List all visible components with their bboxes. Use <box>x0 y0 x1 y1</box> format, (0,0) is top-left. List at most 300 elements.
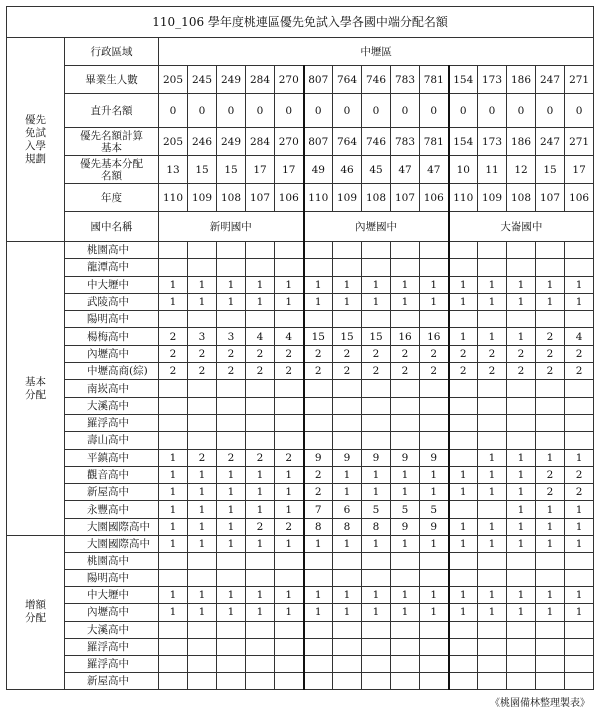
value-cell <box>333 570 362 587</box>
priority-row <box>7 128 594 156</box>
value-cell <box>275 259 304 276</box>
value-cell <box>159 570 188 587</box>
section-priority <box>7 38 65 242</box>
value-cell: 1 <box>188 518 217 535</box>
value-cell <box>159 242 188 259</box>
value-cell <box>362 414 391 431</box>
value-cell: 0 <box>246 94 275 128</box>
value-cell: 1 <box>217 276 246 293</box>
value-cell <box>478 621 507 638</box>
priority-row <box>7 156 594 184</box>
value-cell <box>536 570 565 587</box>
value-cell: 1 <box>217 466 246 483</box>
value-cell <box>507 655 536 672</box>
value-cell: 7 <box>304 501 333 518</box>
value-cell: 1 <box>449 484 478 501</box>
value-cell <box>507 570 536 587</box>
value-cell: 1 <box>565 604 594 621</box>
document <box>6 6 593 690</box>
value-cell <box>507 621 536 638</box>
value-cell: 1 <box>507 276 536 293</box>
table-row <box>7 501 594 518</box>
value-cell <box>275 380 304 397</box>
value-cell <box>333 621 362 638</box>
value-cell: 2 <box>420 345 449 362</box>
row-label: 直升名額 <box>65 94 159 128</box>
value-cell: 1 <box>391 466 420 483</box>
value-cell: 1 <box>536 604 565 621</box>
value-cell: 1 <box>362 604 391 621</box>
value-cell <box>275 414 304 431</box>
value-cell <box>420 311 449 328</box>
value-cell: 17 <box>246 156 275 184</box>
value-cell: 746 <box>362 66 391 94</box>
value-cell: 1 <box>507 293 536 310</box>
value-cell: 781 <box>420 128 449 156</box>
table-row <box>7 655 594 672</box>
value-cell <box>159 621 188 638</box>
value-cell <box>246 259 275 276</box>
school-cell: 桃園高中 <box>65 242 159 259</box>
value-cell: 1 <box>333 587 362 604</box>
value-cell <box>420 432 449 449</box>
value-cell <box>507 397 536 414</box>
value-cell <box>217 672 246 689</box>
value-cell <box>391 242 420 259</box>
value-cell: 2 <box>188 363 217 380</box>
value-cell: 1 <box>246 536 275 553</box>
value-cell <box>188 242 217 259</box>
value-cell <box>188 638 217 655</box>
value-cell <box>565 397 594 414</box>
value-cell: 1 <box>391 604 420 621</box>
value-cell <box>159 311 188 328</box>
value-cell <box>536 621 565 638</box>
value-cell <box>159 432 188 449</box>
value-cell <box>188 259 217 276</box>
value-cell <box>217 242 246 259</box>
value-cell <box>478 311 507 328</box>
value-cell: 1 <box>217 518 246 535</box>
value-cell: 1 <box>420 536 449 553</box>
value-cell: 764 <box>333 66 362 94</box>
value-cell: 1 <box>188 536 217 553</box>
table-row <box>7 672 594 689</box>
value-cell: 1 <box>159 604 188 621</box>
value-cell <box>478 672 507 689</box>
value-cell: 1 <box>159 501 188 518</box>
value-cell <box>217 311 246 328</box>
value-cell: 1 <box>536 501 565 518</box>
school-cell: 武陵高中 <box>65 293 159 310</box>
value-cell <box>449 414 478 431</box>
value-cell <box>449 242 478 259</box>
table-row <box>7 587 594 604</box>
value-cell: 1 <box>449 466 478 483</box>
value-cell: 5 <box>420 501 449 518</box>
value-cell <box>304 621 333 638</box>
section-priority-label: 優先免試入學規劃 <box>25 113 46 165</box>
value-cell <box>159 380 188 397</box>
value-cell <box>420 380 449 397</box>
value-cell: 107 <box>391 184 420 212</box>
value-cell: 1 <box>536 518 565 535</box>
value-cell <box>391 397 420 414</box>
value-cell: 2 <box>536 466 565 483</box>
value-cell: 4 <box>275 328 304 345</box>
value-cell <box>565 621 594 638</box>
value-cell <box>420 259 449 276</box>
value-cell: 1 <box>536 587 565 604</box>
value-cell: 0 <box>449 94 478 128</box>
priority-row <box>7 94 594 128</box>
value-cell: 2 <box>536 363 565 380</box>
value-cell <box>217 414 246 431</box>
value-cell: 2 <box>246 518 275 535</box>
school-cell: 大溪高中 <box>65 621 159 638</box>
value-cell <box>188 655 217 672</box>
value-cell: 2 <box>159 328 188 345</box>
value-cell: 2 <box>478 345 507 362</box>
value-cell: 0 <box>391 94 420 128</box>
value-cell <box>507 638 536 655</box>
value-cell <box>536 414 565 431</box>
value-cell <box>159 672 188 689</box>
value-cell <box>565 242 594 259</box>
value-cell: 16 <box>391 328 420 345</box>
table-row <box>7 259 594 276</box>
value-cell: 2 <box>478 363 507 380</box>
district-value: 中壢區 <box>159 38 594 66</box>
row-label: 優先名額計算基本 <box>65 128 159 156</box>
value-cell: 1 <box>449 328 478 345</box>
table-row <box>7 604 594 621</box>
row-label: 年度 <box>65 184 159 212</box>
allocation-table <box>6 6 594 690</box>
table-row <box>7 553 594 570</box>
value-cell: 205 <box>159 66 188 94</box>
value-cell: 2 <box>420 363 449 380</box>
value-cell <box>536 432 565 449</box>
value-cell: 108 <box>507 184 536 212</box>
value-cell: 154 <box>449 128 478 156</box>
value-cell: 0 <box>362 94 391 128</box>
value-cell <box>217 655 246 672</box>
value-cell: 1 <box>536 536 565 553</box>
value-cell: 9 <box>391 518 420 535</box>
school-cell: 壽山高中 <box>65 432 159 449</box>
value-cell <box>565 553 594 570</box>
value-cell: 2 <box>188 345 217 362</box>
value-cell: 0 <box>217 94 246 128</box>
value-cell <box>246 380 275 397</box>
value-cell: 1 <box>333 604 362 621</box>
school-name: 大崙國中 <box>449 212 594 242</box>
priority-row <box>7 184 594 212</box>
table-row <box>7 570 594 587</box>
value-cell <box>362 242 391 259</box>
table-row <box>7 345 594 362</box>
value-cell: 1 <box>420 587 449 604</box>
value-cell: 1 <box>275 466 304 483</box>
value-cell <box>565 570 594 587</box>
value-cell: 16 <box>420 328 449 345</box>
value-cell <box>565 655 594 672</box>
table-row <box>7 397 594 414</box>
value-cell: 1 <box>391 293 420 310</box>
value-cell: 284 <box>246 128 275 156</box>
value-cell: 1 <box>449 276 478 293</box>
value-cell: 245 <box>188 66 217 94</box>
value-cell <box>188 553 217 570</box>
value-cell <box>159 259 188 276</box>
value-cell: 2 <box>217 345 246 362</box>
value-cell <box>246 638 275 655</box>
value-cell: 1 <box>478 276 507 293</box>
value-cell: 1 <box>565 518 594 535</box>
value-cell: 1 <box>507 466 536 483</box>
value-cell <box>478 259 507 276</box>
value-cell <box>478 638 507 655</box>
value-cell <box>420 553 449 570</box>
value-cell <box>275 397 304 414</box>
value-cell <box>333 414 362 431</box>
value-cell: 1 <box>246 484 275 501</box>
value-cell <box>275 621 304 638</box>
value-cell: 12 <box>507 156 536 184</box>
value-cell: 1 <box>478 484 507 501</box>
school-cell: 中大壢中 <box>65 587 159 604</box>
value-cell <box>565 311 594 328</box>
value-cell: 108 <box>362 184 391 212</box>
value-cell: 45 <box>362 156 391 184</box>
value-cell <box>449 449 478 466</box>
value-cell: 783 <box>391 66 420 94</box>
table-row <box>7 638 594 655</box>
value-cell <box>159 397 188 414</box>
value-cell: 2 <box>275 518 304 535</box>
value-cell <box>391 570 420 587</box>
value-cell: 1 <box>449 536 478 553</box>
value-cell <box>507 432 536 449</box>
district-row <box>7 38 594 66</box>
value-cell: 1 <box>478 587 507 604</box>
value-cell <box>449 259 478 276</box>
table-row <box>7 363 594 380</box>
value-cell <box>217 570 246 587</box>
value-cell: 1 <box>565 587 594 604</box>
value-cell <box>333 259 362 276</box>
school-cell: 桃園高中 <box>65 553 159 570</box>
value-cell <box>362 655 391 672</box>
row-label: 優先基本分配名額 <box>65 156 159 184</box>
value-cell <box>362 638 391 655</box>
value-cell <box>304 553 333 570</box>
page-title: 110_106 學年度桃連區優先免試入學各國中端分配名額 <box>7 7 594 38</box>
value-cell <box>536 672 565 689</box>
value-cell <box>391 553 420 570</box>
value-cell <box>159 414 188 431</box>
value-cell: 1 <box>217 501 246 518</box>
value-cell: 1 <box>304 536 333 553</box>
value-cell: 1 <box>304 276 333 293</box>
value-cell: 1 <box>188 604 217 621</box>
value-cell: 110 <box>449 184 478 212</box>
value-cell <box>217 638 246 655</box>
value-cell: 1 <box>362 276 391 293</box>
value-cell <box>275 672 304 689</box>
section-extra: 增額分配 <box>7 536 65 690</box>
value-cell <box>246 311 275 328</box>
value-cell: 15 <box>188 156 217 184</box>
table-row <box>7 432 594 449</box>
value-cell: 1 <box>304 293 333 310</box>
value-cell <box>246 672 275 689</box>
value-cell: 1 <box>420 484 449 501</box>
value-cell: 106 <box>565 184 594 212</box>
value-cell: 106 <box>420 184 449 212</box>
value-cell: 186 <box>507 128 536 156</box>
value-cell: 2 <box>536 345 565 362</box>
value-cell: 1 <box>362 466 391 483</box>
value-cell <box>304 414 333 431</box>
value-cell: 1 <box>420 604 449 621</box>
value-cell: 1 <box>188 484 217 501</box>
value-cell: 0 <box>536 94 565 128</box>
value-cell: 2 <box>536 484 565 501</box>
value-cell <box>217 553 246 570</box>
value-cell: 1 <box>565 293 594 310</box>
school-cell: 陽明高中 <box>65 570 159 587</box>
value-cell: 1 <box>188 293 217 310</box>
value-cell: 1 <box>449 587 478 604</box>
value-cell: 249 <box>217 128 246 156</box>
value-cell: 4 <box>565 328 594 345</box>
value-cell <box>188 380 217 397</box>
priority-row <box>7 66 594 94</box>
value-cell <box>333 638 362 655</box>
value-cell: 2 <box>362 363 391 380</box>
school-cell: 內壢高中 <box>65 604 159 621</box>
value-cell: 2 <box>304 345 333 362</box>
value-cell: 2 <box>246 363 275 380</box>
value-cell <box>449 638 478 655</box>
value-cell: 4 <box>246 328 275 345</box>
value-cell <box>333 432 362 449</box>
value-cell: 1 <box>333 276 362 293</box>
value-cell: 8 <box>362 518 391 535</box>
value-cell: 1 <box>246 604 275 621</box>
value-cell: 807 <box>304 66 333 94</box>
value-cell: 205 <box>159 128 188 156</box>
value-cell <box>246 621 275 638</box>
value-cell: 0 <box>159 94 188 128</box>
value-cell <box>246 655 275 672</box>
value-cell <box>275 655 304 672</box>
title-row <box>7 7 594 38</box>
value-cell: 783 <box>391 128 420 156</box>
value-cell <box>507 311 536 328</box>
value-cell: 9 <box>362 449 391 466</box>
value-cell <box>362 553 391 570</box>
value-cell <box>246 242 275 259</box>
value-cell <box>536 380 565 397</box>
value-cell <box>420 242 449 259</box>
school-cell: 羅浮高中 <box>65 414 159 431</box>
value-cell: 1 <box>478 293 507 310</box>
value-cell: 2 <box>246 345 275 362</box>
value-cell: 271 <box>565 128 594 156</box>
value-cell <box>333 672 362 689</box>
table-row <box>7 466 594 483</box>
value-cell <box>420 621 449 638</box>
value-cell <box>478 432 507 449</box>
value-cell: 1 <box>507 518 536 535</box>
value-cell: 2 <box>536 328 565 345</box>
value-cell <box>449 621 478 638</box>
value-cell: 249 <box>217 66 246 94</box>
value-cell <box>565 672 594 689</box>
value-cell: 1 <box>507 328 536 345</box>
value-cell: 1 <box>536 276 565 293</box>
value-cell: 11 <box>478 156 507 184</box>
value-cell: 47 <box>420 156 449 184</box>
value-cell <box>275 242 304 259</box>
value-cell: 15 <box>362 328 391 345</box>
value-cell: 5 <box>362 501 391 518</box>
value-cell: 2 <box>333 363 362 380</box>
value-cell: 0 <box>333 94 362 128</box>
value-cell: 9 <box>304 449 333 466</box>
table-row <box>7 380 594 397</box>
value-cell: 1 <box>217 484 246 501</box>
value-cell: 17 <box>565 156 594 184</box>
district-label: 行政區域 <box>65 38 159 66</box>
value-cell: 109 <box>478 184 507 212</box>
value-cell <box>536 553 565 570</box>
value-cell: 1 <box>362 536 391 553</box>
value-cell: 0 <box>420 94 449 128</box>
value-cell <box>478 242 507 259</box>
value-cell <box>391 259 420 276</box>
value-cell <box>536 638 565 655</box>
value-cell: 1 <box>449 604 478 621</box>
value-cell: 1 <box>275 293 304 310</box>
value-cell: 154 <box>449 66 478 94</box>
value-cell <box>275 638 304 655</box>
value-cell <box>246 553 275 570</box>
value-cell: 2 <box>565 484 594 501</box>
value-cell: 1 <box>159 536 188 553</box>
value-cell: 46 <box>333 156 362 184</box>
value-cell <box>362 311 391 328</box>
value-cell: 107 <box>536 184 565 212</box>
value-cell: 1 <box>333 536 362 553</box>
value-cell: 6 <box>333 501 362 518</box>
value-cell: 1 <box>188 501 217 518</box>
value-cell: 764 <box>333 128 362 156</box>
value-cell <box>333 553 362 570</box>
value-cell <box>420 570 449 587</box>
value-cell <box>565 414 594 431</box>
value-cell: 0 <box>275 94 304 128</box>
value-cell: 9 <box>333 449 362 466</box>
value-cell: 1 <box>275 276 304 293</box>
value-cell: 2 <box>304 484 333 501</box>
school-cell: 大溪高中 <box>65 397 159 414</box>
value-cell: 1 <box>159 466 188 483</box>
value-cell: 2 <box>217 363 246 380</box>
